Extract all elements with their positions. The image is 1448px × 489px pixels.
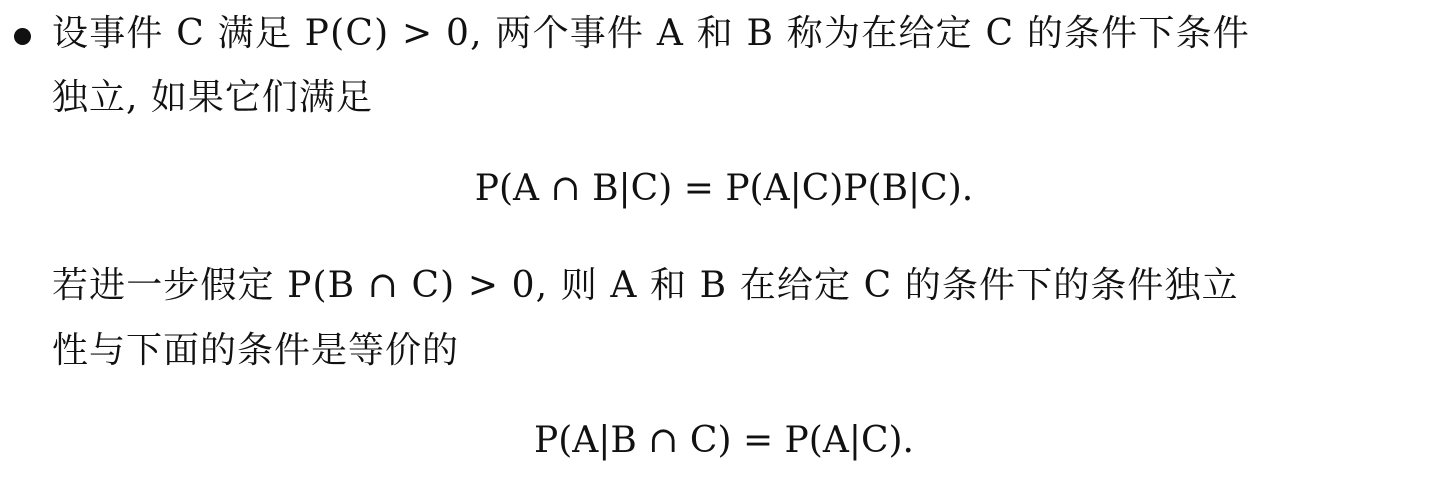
equation-equivalent-condition: P(A|B ∩ C) = P(A|C). <box>534 420 914 461</box>
paragraph-1-line-2: 独立, 如果它们满足 <box>52 77 373 118</box>
paragraph-1-line-1: 设事件 C 满足 P(C) > 0, 两个事件 A 和 B 称为在给定 C 的条件下条件 <box>52 13 1251 54</box>
equation-conditional-independence: P(A ∩ B|C) = P(A|C)P(B|C). <box>474 168 974 209</box>
bullet-icon <box>14 28 31 45</box>
paragraph-2-line-1: 若进一步假定 P(B ∩ C) > 0, 则 A 和 B 在给定 C 的条件下的条件独立 <box>52 265 1239 306</box>
paragraph-2-line-2: 性与下面的条件是等价的 <box>52 330 460 371</box>
